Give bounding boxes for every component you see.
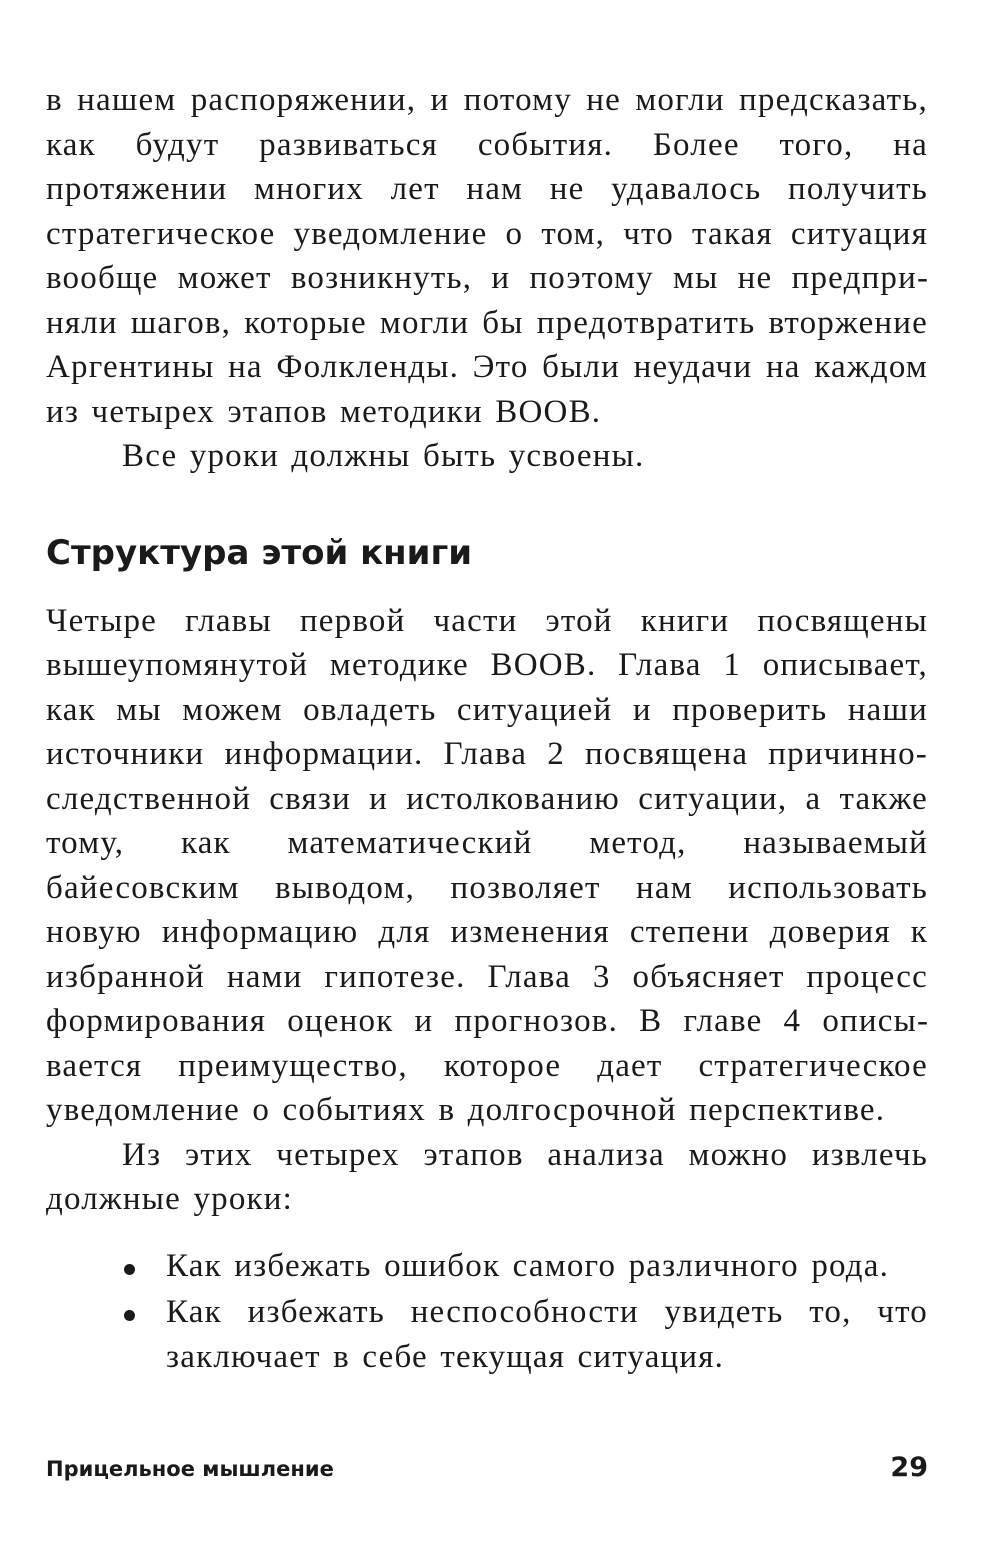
bullet-dot-icon [124, 1264, 135, 1275]
page-number: 29 [890, 1452, 928, 1483]
list-item-text: Как избежать неспособности увидеть то, что заключает в себе текущая ситуация. [166, 1294, 928, 1375]
page-content [46, 78, 928, 1381]
bullet-dot-icon [124, 1310, 135, 1321]
bullet-list [46, 1244, 928, 1380]
list-item [46, 1244, 928, 1289]
section-heading: Структура этой книги [46, 532, 473, 573]
list-item [46, 1290, 928, 1379]
running-title: Прицельное мышление [46, 1457, 334, 1481]
paragraph-stages: Из этих четырех этапов анализа можно извлечь должные уроки: [46, 1136, 928, 1217]
paragraph-continuation: в нашем распоряжении, и потому не могли предсказать, как будут развиваться события. Более того, на протяжении многих лет нам не удавалось получить стратегическое уведомление о том, что такая ситуация вообще может возникнуть, и поэтому мы не предприняли шагов, которые могли бы предотвратить вторжение Аргентины на Фолкленды. Это были неудачи на каждом из четырех этапов методики BOOB. [46, 82, 928, 430]
paragraph-structure: Четыре главы первой части этой книги посвящены вышеупомянутой методике BOOB. Глава 1 описывает, как мы можем овладеть ситуацией и проверить наши источники информации. Глава 2 посвящена причинно-следственной связи и истолкованию ситуации, а также тому, как математический метод, называемый байесовским выводом, позволяет нам использовать новую информацию для изменения степени доверия к избранной нами гипотезе. Глава 3 объясняет процесс формирования оценок и прогнозов. В главе 4 описывается преимущество, которое дает стратегическое уведомление о событиях в долгосрочной перспективе. [46, 602, 928, 1128]
page-footer [46, 1452, 928, 1483]
list-item-text: Как избежать ошибок самого различного рода. [166, 1247, 890, 1284]
paragraph-lessons: Все уроки должны быть усвоены. [122, 438, 645, 474]
